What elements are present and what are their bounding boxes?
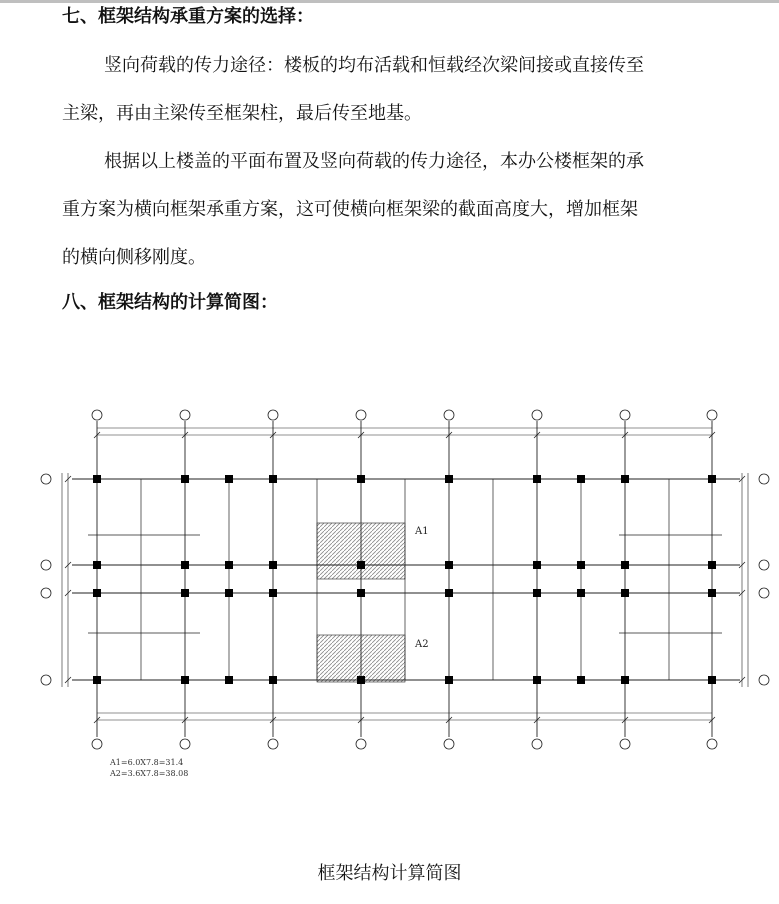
- column: [93, 589, 101, 597]
- column: [357, 561, 365, 569]
- column: [533, 475, 541, 483]
- text-line: 竖向荷载的传力途径：楼板的均布活载和恒载经次梁间接或直接传至: [104, 55, 644, 76]
- column: [445, 589, 453, 597]
- column: [533, 561, 541, 569]
- column: [269, 561, 277, 569]
- text-line: 根据以上楼盖的平面布置及竖向荷载的传力途径，本办公楼框架的承: [104, 151, 644, 172]
- axis-bubble: [356, 739, 366, 749]
- axis-bubble: [707, 739, 717, 749]
- frame-plan-drawing: [0, 395, 779, 795]
- column: [181, 475, 189, 483]
- column: [445, 676, 453, 684]
- column: [708, 561, 716, 569]
- column: [621, 475, 629, 483]
- column: [269, 589, 277, 597]
- column: [621, 589, 629, 597]
- axis-bubble: [532, 410, 542, 420]
- section-8-heading: 八、框架结构的计算简图：: [62, 292, 278, 313]
- column: [357, 676, 365, 684]
- axis-bubble: [268, 739, 278, 749]
- axis-bubble: [92, 739, 102, 749]
- column: [357, 589, 365, 597]
- text-line: 的横向侧移刚度。: [62, 247, 206, 268]
- column: [225, 589, 233, 597]
- column: [445, 561, 453, 569]
- column: [445, 475, 453, 483]
- column: [533, 589, 541, 597]
- axis-bubble: [707, 410, 717, 420]
- column: [533, 676, 541, 684]
- column: [708, 475, 716, 483]
- column: [621, 676, 629, 684]
- section-7-heading: 七、框架结构承重方案的选择：: [62, 6, 314, 27]
- column: [577, 561, 585, 569]
- axis-bubble: [356, 410, 366, 420]
- column: [181, 589, 189, 597]
- axis-bubble: [444, 410, 454, 420]
- column: [181, 676, 189, 684]
- column: [357, 475, 365, 483]
- axis-bubble: [180, 739, 190, 749]
- axis-bubble: [41, 560, 51, 570]
- axis-bubble: [41, 588, 51, 598]
- secondary-beams: [88, 479, 722, 680]
- axis-bubble: [759, 474, 769, 484]
- page-top-rule: [0, 0, 779, 3]
- column: [577, 475, 585, 483]
- column: [708, 589, 716, 597]
- axis-bubble: [92, 410, 102, 420]
- figure-caption: 框架结构计算简图: [317, 863, 462, 884]
- axis-bubble: [180, 410, 190, 420]
- column: [577, 589, 585, 597]
- axis-bubble: [620, 739, 630, 749]
- axis-bubble: [759, 675, 769, 685]
- grid-lines: [72, 421, 740, 737]
- axis-bubble: [41, 474, 51, 484]
- axis-bubble: [532, 739, 542, 749]
- column: [93, 676, 101, 684]
- column: [225, 561, 233, 569]
- area-label-a1: A1: [415, 526, 429, 537]
- axis-bubble: [620, 410, 630, 420]
- column: [577, 676, 585, 684]
- legend-line-a2: A2=3.6X7.8=38.08: [110, 769, 189, 778]
- area-label-a2: A2: [415, 639, 429, 650]
- column: [93, 475, 101, 483]
- paragraph-bearing-scheme: [62, 150, 762, 270]
- column: [93, 561, 101, 569]
- axis-bubble: [759, 588, 769, 598]
- paragraph-load-path: [62, 54, 762, 126]
- column: [269, 475, 277, 483]
- column: [225, 475, 233, 483]
- axis-bubble: [444, 739, 454, 749]
- column: [269, 676, 277, 684]
- column: [621, 561, 629, 569]
- column: [225, 676, 233, 684]
- axis-bubble: [759, 560, 769, 570]
- legend-line-a1: A1=6.0X7.8=31.4: [110, 758, 184, 767]
- text-line: 重方案为横向框架承重方案，这可使横向框架梁的截面高度大，增加框架: [62, 199, 638, 220]
- column: [708, 676, 716, 684]
- axis-bubble: [41, 675, 51, 685]
- text-line: 主梁，再由主梁传至框架柱，最后传至地基。: [62, 103, 422, 124]
- column: [181, 561, 189, 569]
- axis-bubble: [268, 410, 278, 420]
